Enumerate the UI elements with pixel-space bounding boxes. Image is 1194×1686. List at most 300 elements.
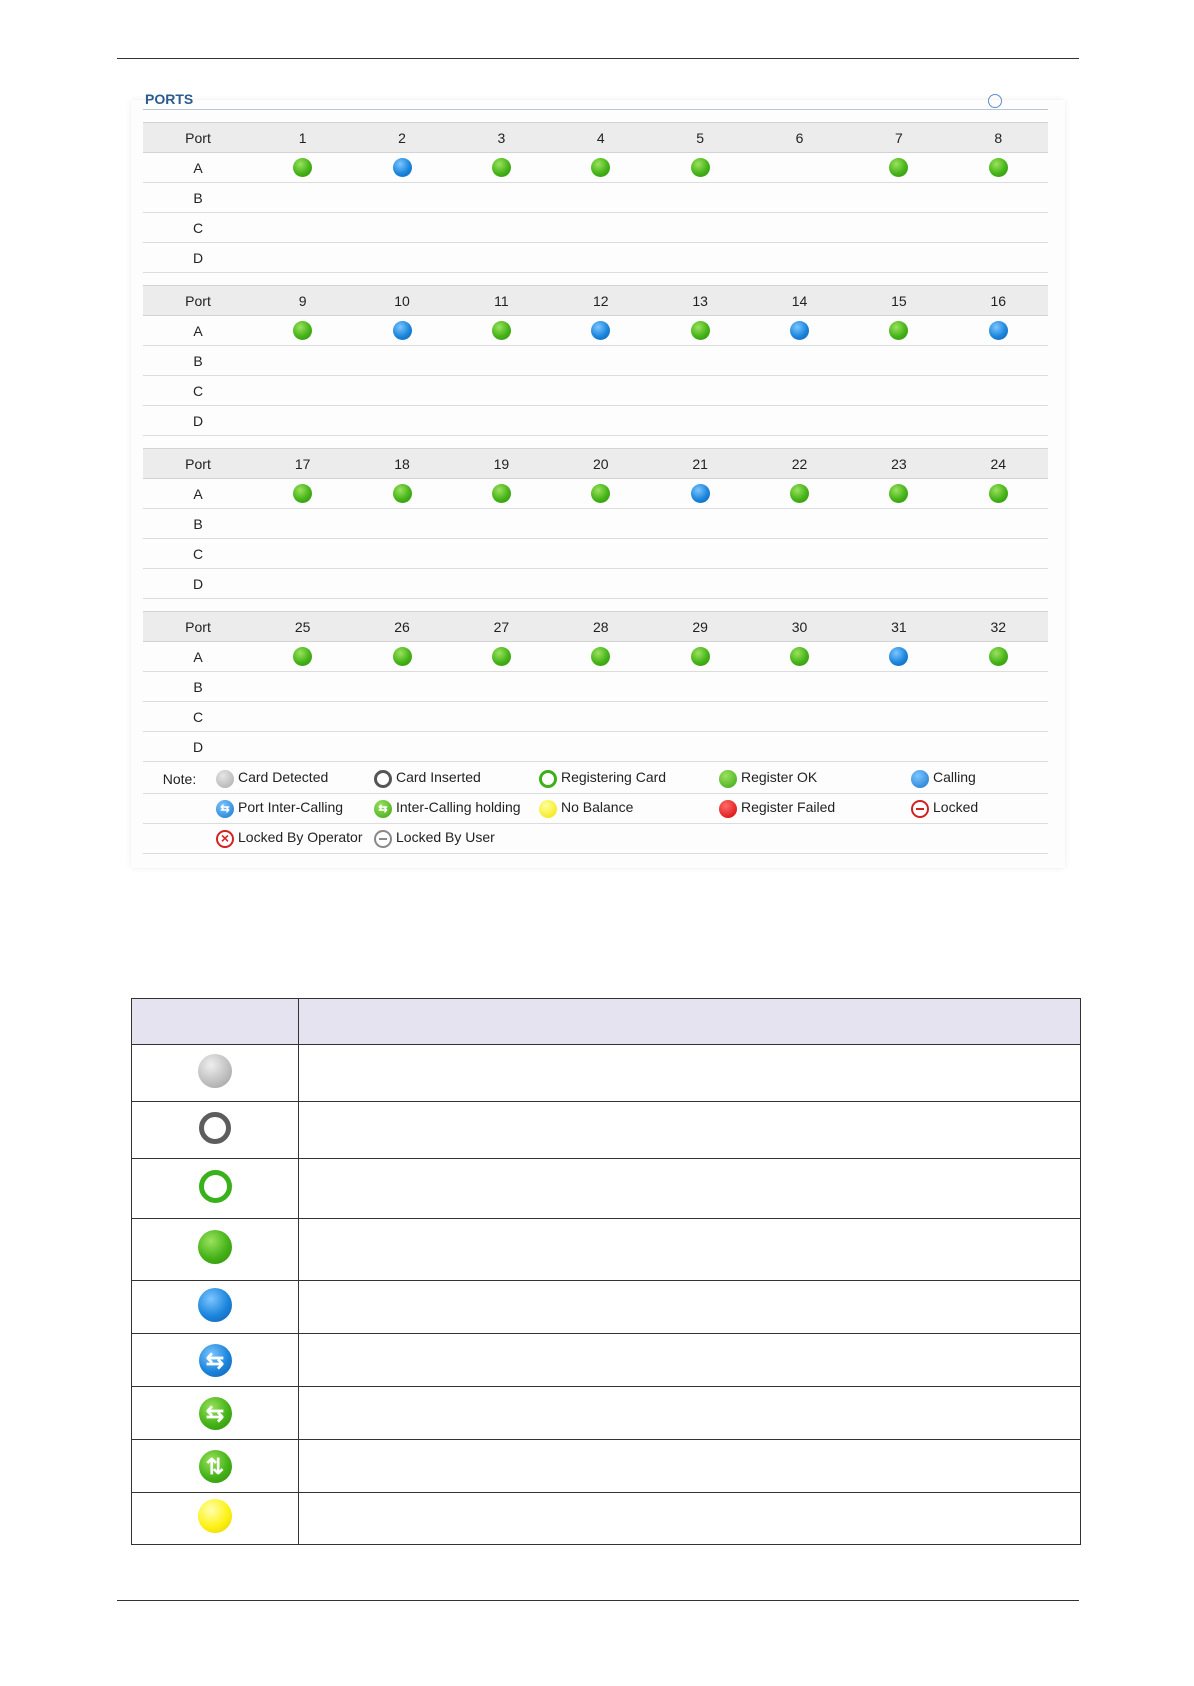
port-number: 1 — [253, 123, 352, 153]
register-ok-icon[interactable] — [393, 484, 412, 503]
slot-status-cell — [253, 183, 352, 213]
port-number: 7 — [849, 123, 948, 153]
register-ok-icon[interactable] — [591, 647, 610, 666]
port-number: 28 — [551, 612, 650, 642]
slot-status-cell — [750, 702, 849, 732]
slot-label: C — [143, 702, 253, 732]
slot-status-cell — [849, 642, 948, 672]
legend-locked-by-operator — [216, 824, 374, 854]
panel-header — [143, 91, 1048, 110]
legend-note-label: Note: — [143, 764, 216, 794]
slot-status-cell — [750, 672, 849, 702]
slot-status-cell — [253, 153, 352, 183]
register-ok-icon[interactable] — [492, 647, 511, 666]
slot-status-cell — [849, 539, 948, 569]
slot-status-cell — [352, 243, 451, 273]
port-header-row — [143, 123, 1048, 153]
slot-status-cell — [949, 642, 1048, 672]
slot-status-cell — [352, 569, 451, 599]
port-label: Port — [143, 449, 253, 479]
port-number: 12 — [551, 286, 650, 316]
header-rule — [117, 58, 1079, 59]
slot-status-cell — [352, 539, 451, 569]
register-ok-icon[interactable] — [691, 647, 710, 666]
port-number: 25 — [253, 612, 352, 642]
slot-row — [143, 509, 1048, 539]
legend-locked — [911, 794, 1048, 824]
slot-status-cell — [452, 243, 551, 273]
slot-status-cell — [551, 183, 650, 213]
slot-status-cell — [651, 376, 750, 406]
port-number: 4 — [551, 123, 650, 153]
port-status-table — [143, 122, 1048, 762]
table-row — [132, 1159, 1081, 1219]
panel-title: PORTS — [145, 91, 194, 107]
slot-status-cell — [949, 569, 1048, 599]
slot-status-cell — [949, 316, 1048, 346]
slot-label: C — [143, 376, 253, 406]
blue-arrows-icon: ⇆ — [199, 1344, 232, 1377]
legend-inter-calling-holding — [374, 794, 539, 824]
slot-status-cell — [352, 406, 451, 436]
yellow-dot-icon — [198, 1499, 232, 1533]
register-ok-icon[interactable] — [492, 484, 511, 503]
register-ok-icon[interactable] — [591, 158, 610, 177]
port-number: 19 — [452, 449, 551, 479]
legend-label: Register Failed — [741, 799, 836, 816]
help-icon[interactable] — [988, 94, 1002, 108]
slot-status-cell — [750, 153, 849, 183]
register-ok-icon[interactable] — [691, 158, 710, 177]
slot-label: A — [143, 479, 253, 509]
slot-status-cell — [452, 183, 551, 213]
slot-status-cell — [750, 243, 849, 273]
slot-status-cell — [651, 406, 750, 436]
slot-status-cell — [452, 376, 551, 406]
slot-status-cell — [253, 213, 352, 243]
slot-status-cell — [551, 672, 650, 702]
slot-status-cell — [253, 672, 352, 702]
slot-status-cell — [352, 153, 451, 183]
legend-label: Port Inter-Calling — [238, 799, 344, 816]
calling-icon[interactable] — [591, 321, 610, 340]
port-number: 6 — [750, 123, 849, 153]
locked-icon — [911, 800, 929, 818]
slot-status-cell — [253, 346, 352, 376]
slot-status-cell — [452, 213, 551, 243]
legend-label: Register OK — [741, 769, 818, 786]
slot-status-cell — [452, 153, 551, 183]
calling-icon[interactable] — [989, 321, 1008, 340]
port-number: 14 — [750, 286, 849, 316]
slot-status-cell — [551, 406, 650, 436]
card-detected-icon — [216, 770, 234, 788]
slot-status-cell — [551, 702, 650, 732]
slot-status-cell — [352, 732, 451, 762]
spacer-cell — [143, 599, 1048, 612]
port-label: Port — [143, 286, 253, 316]
slot-label: A — [143, 316, 253, 346]
slot-status-cell — [452, 732, 551, 762]
slot-status-cell — [651, 732, 750, 762]
slot-status-cell — [551, 316, 650, 346]
spacer-cell — [143, 436, 1048, 449]
slot-status-cell — [551, 153, 650, 183]
legend-label: Locked — [933, 799, 979, 816]
header-description-cell — [299, 999, 1081, 1045]
slot-status-cell — [750, 346, 849, 376]
slot-status-cell — [651, 672, 750, 702]
slot-label: A — [143, 153, 253, 183]
register-ok-icon[interactable] — [293, 158, 312, 177]
slot-status-cell — [651, 642, 750, 672]
port-number: 30 — [750, 612, 849, 642]
slot-status-cell — [253, 406, 352, 436]
register-ok-icon[interactable] — [989, 647, 1008, 666]
status-icon-table — [131, 998, 1081, 1545]
calling-icon[interactable] — [889, 647, 908, 666]
legend-calling — [911, 764, 1048, 794]
green-dot-icon — [198, 1230, 232, 1264]
slot-status-cell — [750, 732, 849, 762]
slot-status-cell — [849, 479, 948, 509]
register-ok-icon[interactable] — [790, 647, 809, 666]
slot-label: D — [143, 243, 253, 273]
slot-status-cell — [949, 732, 1048, 762]
slot-label: C — [143, 539, 253, 569]
port-label: Port — [143, 123, 253, 153]
slot-status-cell — [949, 153, 1048, 183]
group-spacer — [143, 273, 1048, 286]
ports-panel — [131, 91, 1065, 868]
register-ok-icon[interactable] — [889, 158, 908, 177]
slot-status-cell — [352, 479, 451, 509]
slot-label: B — [143, 672, 253, 702]
slot-status-cell — [551, 479, 650, 509]
register-ok-icon[interactable] — [790, 484, 809, 503]
slot-label: B — [143, 509, 253, 539]
port-number: 26 — [352, 612, 451, 642]
inter-calling-holding-icon: ⇆ — [374, 800, 392, 818]
slot-status-cell — [750, 539, 849, 569]
slot-status-cell — [651, 153, 750, 183]
slot-status-cell — [551, 346, 650, 376]
port-number: 24 — [949, 449, 1048, 479]
slot-status-cell — [849, 316, 948, 346]
slot-status-cell — [551, 539, 650, 569]
register-failed-icon — [719, 800, 737, 818]
green-updown-arrows-icon: ⇅ — [199, 1450, 232, 1483]
port-inter-calling-icon: ⇆ — [216, 800, 234, 818]
slot-status-cell — [352, 183, 451, 213]
legend-register-failed — [719, 794, 911, 824]
slot-label: C — [143, 213, 253, 243]
slot-status-cell — [551, 509, 650, 539]
register-ok-icon[interactable] — [393, 647, 412, 666]
calling-icon — [911, 770, 929, 788]
slot-status-cell — [949, 406, 1048, 436]
slot-row — [143, 702, 1048, 732]
port-number: 23 — [849, 449, 948, 479]
slot-status-cell — [452, 509, 551, 539]
slot-status-cell — [849, 406, 948, 436]
port-number: 8 — [949, 123, 1048, 153]
legend-card-inserted — [374, 764, 539, 794]
slot-status-cell — [949, 243, 1048, 273]
port-number: 9 — [253, 286, 352, 316]
slot-status-cell — [452, 539, 551, 569]
slot-status-cell — [750, 569, 849, 599]
slot-status-cell — [352, 509, 451, 539]
slot-status-cell — [750, 642, 849, 672]
spacer-cell — [143, 273, 1048, 286]
table-row — [132, 1219, 1081, 1281]
slot-status-cell — [750, 316, 849, 346]
slot-status-cell — [849, 376, 948, 406]
port-number: 27 — [452, 612, 551, 642]
gray-dot-icon — [198, 1054, 232, 1088]
slot-status-cell — [849, 702, 948, 732]
slot-status-cell — [849, 732, 948, 762]
slot-status-cell — [849, 183, 948, 213]
legend-locked-by-user — [374, 824, 539, 854]
slot-status-cell — [551, 732, 650, 762]
calling-icon[interactable] — [393, 321, 412, 340]
footer-rule — [117, 1600, 1079, 1601]
slot-status-cell — [949, 509, 1048, 539]
locked-by-operator-icon: × — [216, 830, 234, 848]
slot-label: D — [143, 732, 253, 762]
green-arrows-icon: ⇆ — [199, 1397, 232, 1430]
slot-status-cell — [849, 213, 948, 243]
slot-label: B — [143, 346, 253, 376]
slot-status-cell — [651, 243, 750, 273]
slot-row — [143, 183, 1048, 213]
slot-label: A — [143, 642, 253, 672]
register-ok-icon[interactable] — [889, 321, 908, 340]
legend-table — [143, 764, 1048, 854]
slot-status-cell — [651, 509, 750, 539]
header-icon-cell — [132, 999, 299, 1045]
slot-status-cell — [949, 183, 1048, 213]
slot-status-cell — [651, 183, 750, 213]
register-ok-icon[interactable] — [293, 484, 312, 503]
slot-label: B — [143, 183, 253, 213]
locked-by-user-icon — [374, 830, 392, 848]
slot-status-cell — [253, 732, 352, 762]
slot-row — [143, 406, 1048, 436]
slot-label: D — [143, 569, 253, 599]
slot-status-cell — [849, 346, 948, 376]
slot-row — [143, 479, 1048, 509]
legend-label: Registering Card — [561, 769, 667, 786]
port-number: 13 — [651, 286, 750, 316]
port-number: 18 — [352, 449, 451, 479]
slot-status-cell — [849, 509, 948, 539]
slot-status-cell — [551, 213, 650, 243]
slot-row — [143, 153, 1048, 183]
slot-status-cell — [750, 479, 849, 509]
slot-status-cell — [452, 316, 551, 346]
legend-registering-card — [539, 764, 719, 794]
slot-status-cell — [253, 539, 352, 569]
slot-row — [143, 376, 1048, 406]
slot-status-cell — [352, 702, 451, 732]
slot-status-cell — [551, 376, 650, 406]
register-ok-icon[interactable] — [989, 484, 1008, 503]
slot-status-cell — [452, 642, 551, 672]
slot-status-cell — [551, 243, 650, 273]
port-number: 15 — [849, 286, 948, 316]
table-row — [132, 1102, 1081, 1159]
table-row — [132, 1045, 1081, 1102]
status-table-header — [132, 999, 1081, 1045]
legend-label: Locked By Operator — [238, 829, 363, 846]
slot-status-cell — [849, 672, 948, 702]
register-ok-icon — [719, 770, 737, 788]
slot-status-cell — [750, 509, 849, 539]
port-number: 32 — [949, 612, 1048, 642]
slot-status-cell — [949, 672, 1048, 702]
calling-icon[interactable] — [393, 158, 412, 177]
table-row — [132, 1440, 1081, 1493]
legend-card-detected — [216, 764, 374, 794]
slot-status-cell — [253, 642, 352, 672]
slot-status-cell — [253, 376, 352, 406]
blue-dot-icon — [198, 1288, 232, 1322]
register-ok-icon[interactable] — [293, 321, 312, 340]
legend-no-balance — [539, 794, 719, 824]
slot-status-cell — [352, 316, 451, 346]
slot-row — [143, 316, 1048, 346]
green-ring-icon — [199, 1170, 232, 1203]
table-row — [132, 1281, 1081, 1334]
port-number: 21 — [651, 449, 750, 479]
slot-status-cell — [253, 509, 352, 539]
legend-register-ok — [719, 764, 911, 794]
slot-status-cell — [352, 376, 451, 406]
slot-status-cell — [452, 406, 551, 436]
port-header-row — [143, 449, 1048, 479]
slot-status-cell — [253, 479, 352, 509]
legend-label: Locked By User — [396, 829, 495, 846]
port-number: 3 — [452, 123, 551, 153]
group-spacer — [143, 599, 1048, 612]
slot-status-cell — [750, 183, 849, 213]
slot-status-cell — [750, 213, 849, 243]
port-header-row — [143, 286, 1048, 316]
slot-status-cell — [253, 569, 352, 599]
slot-row — [143, 569, 1048, 599]
port-number: 22 — [750, 449, 849, 479]
no-balance-icon — [539, 800, 557, 818]
slot-status-cell — [551, 569, 650, 599]
register-ok-icon[interactable] — [492, 321, 511, 340]
calling-icon[interactable] — [691, 484, 710, 503]
port-number: 10 — [352, 286, 451, 316]
slot-status-cell — [949, 376, 1048, 406]
slot-status-cell — [750, 406, 849, 436]
slot-status-cell — [651, 213, 750, 243]
slot-status-cell — [849, 569, 948, 599]
table-row — [132, 1334, 1081, 1387]
slot-status-cell — [352, 346, 451, 376]
slot-status-cell — [949, 479, 1048, 509]
slot-status-cell — [949, 213, 1048, 243]
slot-row — [143, 346, 1048, 376]
slot-status-cell — [651, 479, 750, 509]
slot-row — [143, 642, 1048, 672]
port-number: 20 — [551, 449, 650, 479]
slot-status-cell — [452, 569, 551, 599]
legend-label: Card Detected — [238, 769, 329, 786]
slot-status-cell — [949, 702, 1048, 732]
slot-row — [143, 672, 1048, 702]
port-number: 16 — [949, 286, 1048, 316]
legend-label: Calling — [933, 769, 976, 786]
slot-row — [143, 243, 1048, 273]
port-number: 2 — [352, 123, 451, 153]
port-number: 31 — [849, 612, 948, 642]
slot-status-cell — [352, 642, 451, 672]
slot-row — [143, 539, 1048, 569]
legend-port-inter-calling — [216, 794, 374, 824]
slot-status-cell — [849, 243, 948, 273]
slot-status-cell — [750, 376, 849, 406]
port-number: 5 — [651, 123, 750, 153]
legend-label: Inter-Calling holding — [396, 799, 521, 816]
calling-icon[interactable] — [790, 321, 809, 340]
slot-status-cell — [949, 539, 1048, 569]
register-ok-icon[interactable] — [989, 158, 1008, 177]
register-ok-icon[interactable] — [492, 158, 511, 177]
slot-status-cell — [452, 346, 551, 376]
slot-status-cell — [651, 539, 750, 569]
port-number: 29 — [651, 612, 750, 642]
registering-card-icon — [539, 770, 557, 788]
slot-status-cell — [849, 153, 948, 183]
slot-status-cell — [651, 702, 750, 732]
register-ok-icon[interactable] — [293, 647, 312, 666]
slot-status-cell — [253, 243, 352, 273]
register-ok-icon[interactable] — [889, 484, 908, 503]
port-header-row — [143, 612, 1048, 642]
slot-status-cell — [651, 316, 750, 346]
slot-status-cell — [452, 479, 551, 509]
slot-status-cell — [452, 672, 551, 702]
slot-status-cell — [253, 702, 352, 732]
dark-ring-icon — [199, 1112, 231, 1144]
slot-status-cell — [452, 702, 551, 732]
slot-status-cell — [651, 346, 750, 376]
port-number: 11 — [452, 286, 551, 316]
legend-label: No Balance — [561, 799, 634, 816]
slot-status-cell — [352, 672, 451, 702]
slot-label: D — [143, 406, 253, 436]
slot-row — [143, 732, 1048, 762]
register-ok-icon[interactable] — [691, 321, 710, 340]
slot-status-cell — [949, 346, 1048, 376]
legend-label: Card Inserted — [396, 769, 481, 786]
card-inserted-icon — [374, 770, 392, 788]
group-spacer — [143, 436, 1048, 449]
slot-status-cell — [253, 316, 352, 346]
slot-status-cell — [651, 569, 750, 599]
table-row — [132, 1387, 1081, 1440]
table-row — [132, 1493, 1081, 1545]
slot-row — [143, 213, 1048, 243]
register-ok-icon[interactable] — [591, 484, 610, 503]
